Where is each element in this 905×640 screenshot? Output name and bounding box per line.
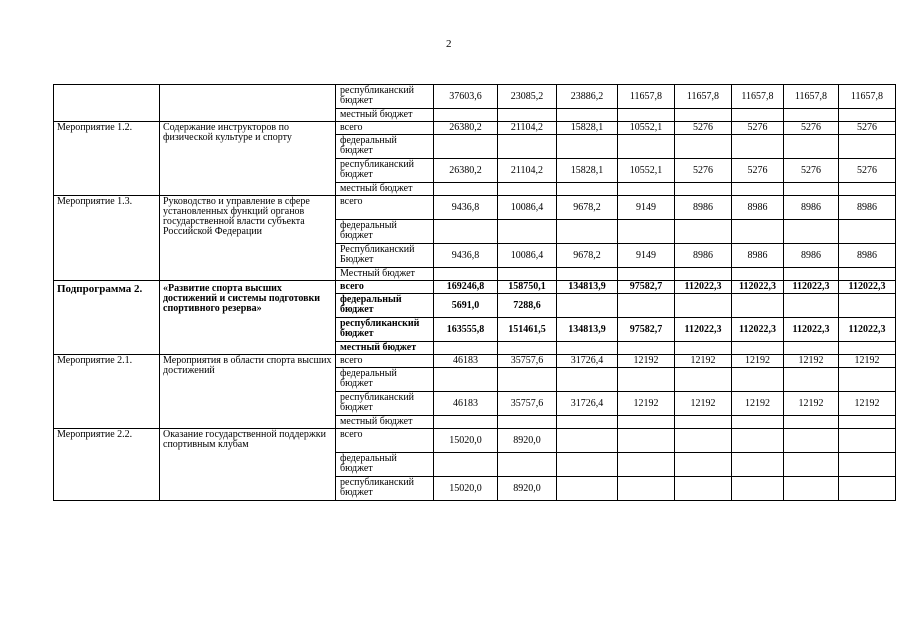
value-cell: 37603,6 (434, 85, 498, 109)
value-cell (557, 477, 618, 501)
value-cell (618, 220, 675, 244)
table-row (54, 281, 896, 294)
event-title-cell: Руководство и управление в сфере установленных функций органов государственной власти субъекта Российской Федерации (160, 196, 336, 281)
value-cell (784, 429, 839, 453)
funding-source: федеральный бюджет (336, 220, 434, 244)
value-cell (784, 453, 839, 477)
value-cell: 11657,8 (618, 85, 675, 109)
event-title-cell: Содержание инструкторов по физической культуре и спорту (160, 122, 336, 196)
value-cell (557, 294, 618, 318)
value-cell: 8986 (784, 196, 839, 220)
value-cell (498, 268, 557, 281)
value-cell: 169246,8 (434, 281, 498, 294)
event-title-cell: Оказание государственной поддержки спортивным клубам (160, 429, 336, 501)
value-cell: 5276 (784, 159, 839, 183)
funding-source: федеральный бюджет (336, 294, 434, 318)
value-cell (839, 368, 896, 392)
value-cell (434, 453, 498, 477)
value-cell: 12192 (675, 355, 732, 368)
value-cell (784, 268, 839, 281)
value-cell (839, 220, 896, 244)
value-cell: 97582,7 (618, 281, 675, 294)
value-cell: 8986 (784, 244, 839, 268)
event-name-cell: Мероприятие 1.2. (54, 122, 160, 196)
funding-source: Местный бюджет (336, 268, 434, 281)
event-name-cell (54, 85, 160, 122)
table-row (54, 85, 896, 109)
value-cell (557, 368, 618, 392)
value-cell (618, 268, 675, 281)
value-cell (675, 183, 732, 196)
value-cell: 112022,3 (784, 281, 839, 294)
funding-source: всего (336, 355, 434, 368)
value-cell (557, 416, 618, 429)
value-cell (732, 135, 784, 159)
value-cell: 8986 (732, 244, 784, 268)
value-cell: 8920,0 (498, 477, 557, 501)
value-cell: 8920,0 (498, 429, 557, 453)
value-cell (732, 477, 784, 501)
event-title-cell: Мероприятия в области спорта высших достижений (160, 355, 336, 429)
value-cell (732, 368, 784, 392)
value-cell: 23085,2 (498, 85, 557, 109)
value-cell: 23886,2 (557, 85, 618, 109)
value-cell (498, 135, 557, 159)
value-cell (557, 342, 618, 355)
value-cell: 12192 (839, 355, 896, 368)
value-cell: 5691,0 (434, 294, 498, 318)
value-cell (434, 342, 498, 355)
value-cell (839, 416, 896, 429)
value-cell (498, 416, 557, 429)
value-cell (784, 220, 839, 244)
value-cell (784, 183, 839, 196)
value-cell (618, 342, 675, 355)
value-cell: 35757,6 (498, 355, 557, 368)
value-cell (839, 294, 896, 318)
table-row (54, 355, 896, 368)
value-cell (434, 135, 498, 159)
value-cell: 134813,9 (557, 281, 618, 294)
value-cell (839, 477, 896, 501)
value-cell (839, 135, 896, 159)
value-cell: 134813,9 (557, 318, 618, 342)
table-row (54, 429, 896, 453)
value-cell (557, 268, 618, 281)
funding-source: всего (336, 429, 434, 453)
value-cell: 11657,8 (675, 85, 732, 109)
value-cell: 26380,2 (434, 122, 498, 135)
value-cell (498, 109, 557, 122)
value-cell: 5276 (732, 159, 784, 183)
value-cell (732, 109, 784, 122)
value-cell (675, 477, 732, 501)
value-cell: 12192 (675, 392, 732, 416)
value-cell (784, 368, 839, 392)
value-cell: 12192 (839, 392, 896, 416)
value-cell (675, 429, 732, 453)
table-row (54, 196, 896, 220)
value-cell (784, 294, 839, 318)
value-cell (732, 220, 784, 244)
value-cell (618, 477, 675, 501)
page-number: 2 (446, 38, 452, 50)
value-cell (732, 416, 784, 429)
value-cell: 9149 (618, 244, 675, 268)
value-cell (557, 183, 618, 196)
value-cell: 12192 (784, 392, 839, 416)
value-cell: 9436,8 (434, 196, 498, 220)
value-cell (618, 453, 675, 477)
value-cell (618, 429, 675, 453)
value-cell: 112022,3 (839, 281, 896, 294)
value-cell (675, 453, 732, 477)
value-cell: 112022,3 (839, 318, 896, 342)
funding-source: Республиканский Бюджет (336, 244, 434, 268)
value-cell: 112022,3 (675, 318, 732, 342)
value-cell (839, 453, 896, 477)
value-cell (618, 416, 675, 429)
value-cell: 15020,0 (434, 477, 498, 501)
value-cell: 9436,8 (434, 244, 498, 268)
value-cell: 35757,6 (498, 392, 557, 416)
value-cell (434, 109, 498, 122)
value-cell: 15828,1 (557, 122, 618, 135)
value-cell (732, 268, 784, 281)
value-cell (434, 268, 498, 281)
value-cell (618, 294, 675, 318)
value-cell: 31726,4 (557, 355, 618, 368)
value-cell (732, 429, 784, 453)
value-cell (498, 342, 557, 355)
value-cell (675, 268, 732, 281)
funding-source: местный бюджет (336, 183, 434, 196)
value-cell (784, 416, 839, 429)
value-cell (732, 342, 784, 355)
value-cell (784, 342, 839, 355)
value-cell: 10086,4 (498, 244, 557, 268)
value-cell: 31726,4 (557, 392, 618, 416)
funding-source: всего (336, 281, 434, 294)
value-cell: 7288,6 (498, 294, 557, 318)
value-cell: 46183 (434, 355, 498, 368)
funding-source: республиканский бюджет (336, 159, 434, 183)
value-cell: 11657,8 (784, 85, 839, 109)
value-cell: 46183 (434, 392, 498, 416)
value-cell: 5276 (784, 122, 839, 135)
value-cell (434, 416, 498, 429)
event-name-cell: Мероприятие 1.3. (54, 196, 160, 281)
value-cell (675, 109, 732, 122)
value-cell (732, 183, 784, 196)
value-cell (784, 109, 839, 122)
value-cell: 12192 (618, 355, 675, 368)
funding-source: всего (336, 122, 434, 135)
value-cell: 21104,2 (498, 122, 557, 135)
value-cell: 8986 (732, 196, 784, 220)
value-cell: 11657,8 (732, 85, 784, 109)
value-cell: 21104,2 (498, 159, 557, 183)
value-cell: 5276 (675, 122, 732, 135)
value-cell: 15828,1 (557, 159, 618, 183)
value-cell (839, 429, 896, 453)
value-cell (675, 135, 732, 159)
value-cell: 10552,1 (618, 122, 675, 135)
value-cell: 8986 (839, 196, 896, 220)
value-cell (557, 453, 618, 477)
value-cell (618, 183, 675, 196)
value-cell: 12192 (784, 355, 839, 368)
value-cell: 9678,2 (557, 196, 618, 220)
value-cell: 112022,3 (784, 318, 839, 342)
value-cell (839, 109, 896, 122)
value-cell: 151461,5 (498, 318, 557, 342)
value-cell (618, 109, 675, 122)
value-cell: 10552,1 (618, 159, 675, 183)
value-cell (557, 429, 618, 453)
funding-source: республиканский бюджет (336, 318, 434, 342)
value-cell: 26380,2 (434, 159, 498, 183)
funding-source: республиканский бюджет (336, 85, 434, 109)
value-cell: 5276 (839, 159, 896, 183)
funding-source: республиканский бюджет (336, 392, 434, 416)
value-cell (498, 368, 557, 392)
value-cell: 12192 (732, 392, 784, 416)
value-cell: 112022,3 (732, 318, 784, 342)
value-cell (839, 342, 896, 355)
value-cell: 12192 (618, 392, 675, 416)
value-cell: 15020,0 (434, 429, 498, 453)
budget-table (53, 84, 896, 501)
value-cell (557, 135, 618, 159)
value-cell (784, 135, 839, 159)
value-cell (839, 268, 896, 281)
value-cell (675, 342, 732, 355)
value-cell: 9149 (618, 196, 675, 220)
value-cell (498, 183, 557, 196)
value-cell: 112022,3 (675, 281, 732, 294)
funding-source: местный бюджет (336, 109, 434, 122)
value-cell (434, 368, 498, 392)
value-cell (498, 453, 557, 477)
value-cell: 8986 (839, 244, 896, 268)
value-cell: 8986 (675, 196, 732, 220)
funding-source: местный бюджет (336, 342, 434, 355)
value-cell (557, 109, 618, 122)
funding-source: республиканский бюджет (336, 477, 434, 501)
value-cell (784, 477, 839, 501)
value-cell: 163555,8 (434, 318, 498, 342)
value-cell (618, 135, 675, 159)
value-cell: 5276 (675, 159, 732, 183)
funding-source: местный бюджет (336, 416, 434, 429)
value-cell: 5276 (732, 122, 784, 135)
value-cell: 158750,1 (498, 281, 557, 294)
value-cell (675, 220, 732, 244)
value-cell: 112022,3 (732, 281, 784, 294)
value-cell (732, 294, 784, 318)
event-name-cell: Мероприятие 2.1. (54, 355, 160, 429)
value-cell (839, 183, 896, 196)
value-cell: 8986 (675, 244, 732, 268)
subprogram-title-cell: «Развитие спорта высших достижений и системы подготовки спортивного резерва» (160, 281, 336, 355)
table-row (54, 122, 896, 135)
subprogram-name-cell: Подпрограмма 2. (54, 281, 160, 355)
funding-source: федеральный бюджет (336, 135, 434, 159)
funding-source: федеральный бюджет (336, 453, 434, 477)
value-cell: 5276 (839, 122, 896, 135)
value-cell (557, 220, 618, 244)
event-title-cell (160, 85, 336, 122)
value-cell (434, 183, 498, 196)
value-cell (498, 220, 557, 244)
value-cell (675, 416, 732, 429)
value-cell: 10086,4 (498, 196, 557, 220)
event-name-cell: Мероприятие 2.2. (54, 429, 160, 501)
value-cell (675, 368, 732, 392)
value-cell (675, 294, 732, 318)
funding-source: всего (336, 196, 434, 220)
value-cell (732, 453, 784, 477)
value-cell (618, 368, 675, 392)
value-cell: 11657,8 (839, 85, 896, 109)
value-cell (434, 220, 498, 244)
value-cell: 12192 (732, 355, 784, 368)
funding-source: федеральный бюджет (336, 368, 434, 392)
value-cell: 97582,7 (618, 318, 675, 342)
value-cell: 9678,2 (557, 244, 618, 268)
